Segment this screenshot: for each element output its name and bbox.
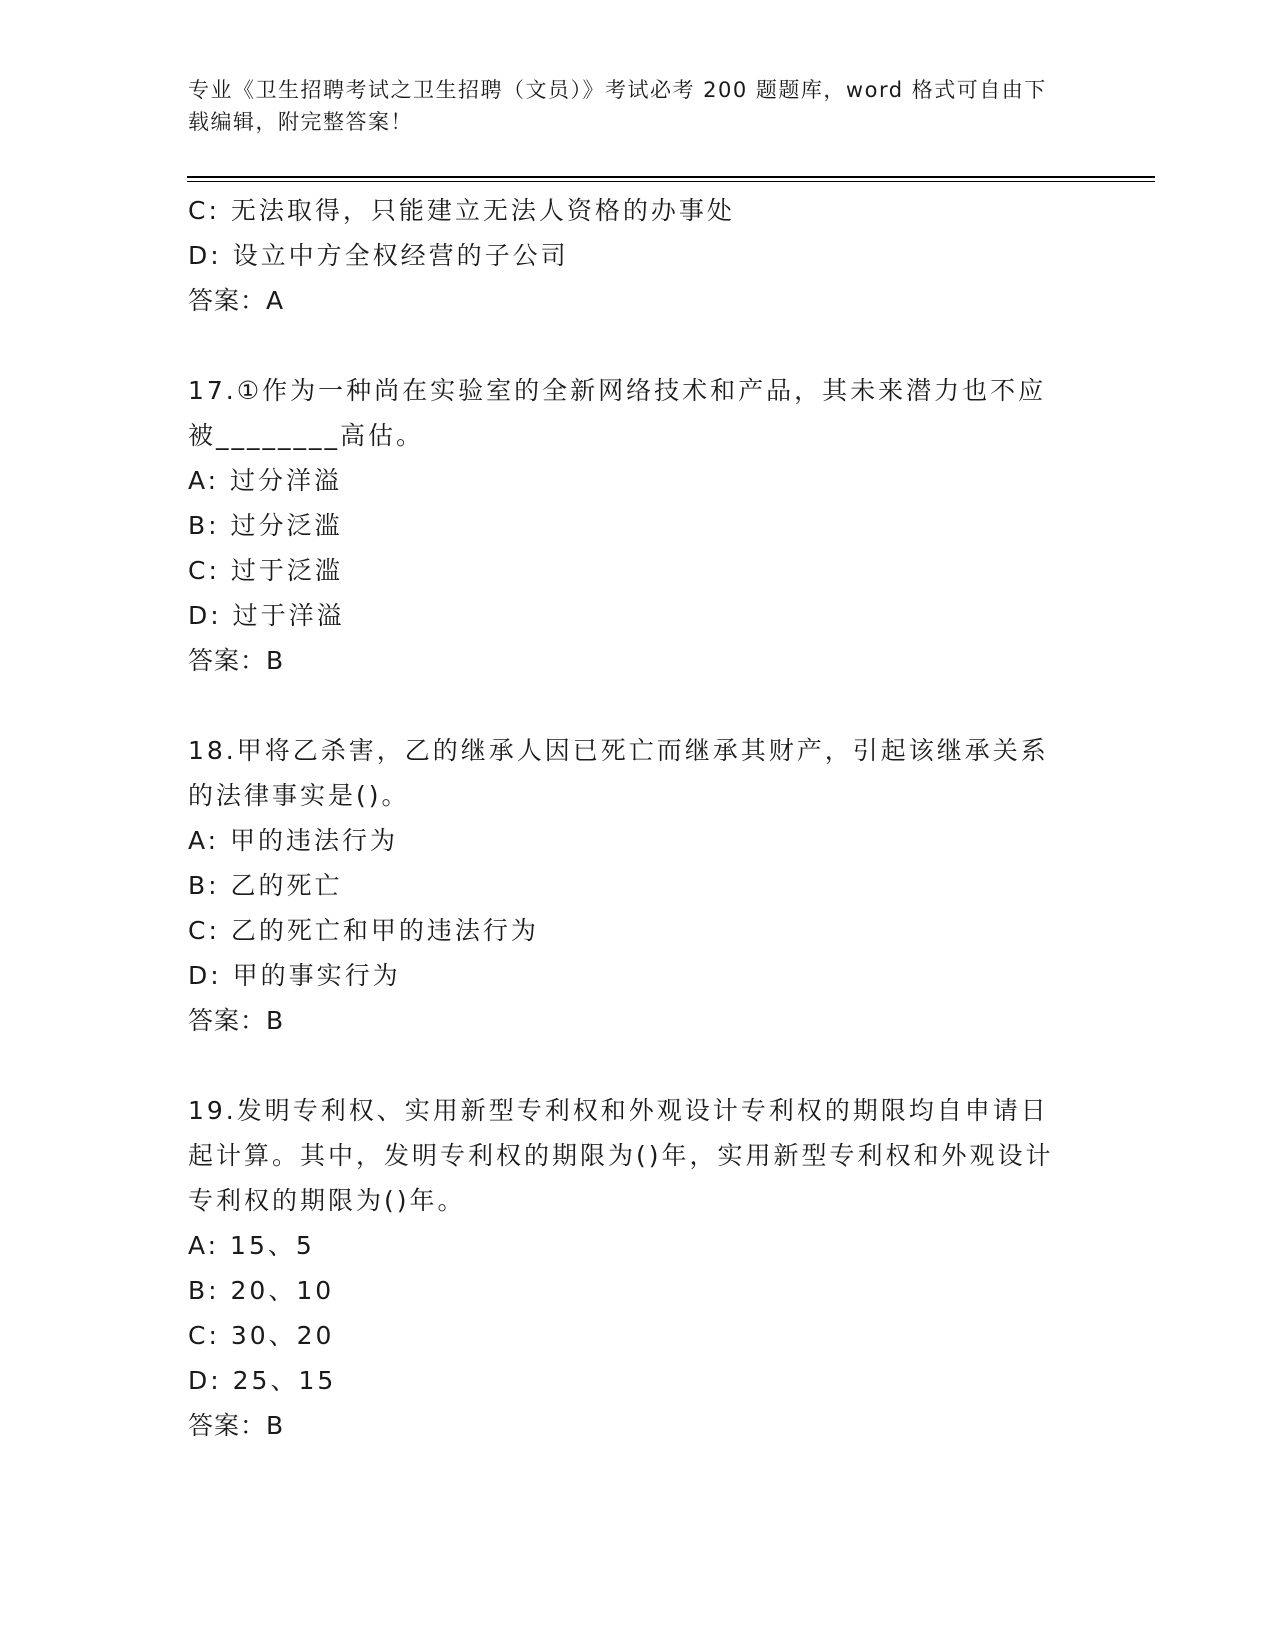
option-text: 过于泛滥 — [230, 556, 343, 585]
option-b — [188, 1268, 1088, 1313]
document-header — [188, 74, 1068, 138]
option-d — [188, 233, 1088, 278]
option-b — [188, 503, 1088, 548]
option-text: 30、20 — [230, 1321, 335, 1350]
option-text: 乙的死亡 — [230, 871, 343, 900]
answer-line: 答案：B — [188, 1006, 285, 1035]
option-d — [188, 1358, 1088, 1403]
option-letter: A: — [188, 826, 220, 855]
option-text: 15、5 — [230, 1231, 315, 1260]
question-list — [188, 188, 1088, 1448]
option-letter: B: — [188, 871, 220, 900]
option-letter: A: — [188, 466, 220, 495]
option-text: 过分泛滥 — [230, 511, 343, 540]
option-a — [188, 458, 1088, 503]
option-letter: C: — [188, 196, 220, 225]
option-letter: C: — [188, 1321, 220, 1350]
option-text: 过于洋溢 — [232, 601, 345, 630]
option-text: 20、10 — [230, 1276, 335, 1305]
option-a — [188, 818, 1088, 863]
option-text: 乙的死亡和甲的违法行为 — [230, 916, 539, 945]
header-divider-top — [187, 176, 1155, 178]
question-text: 17.①作为一种尚在实验室的全新网络技术和产品，其未来潜力也不应被________高估。 — [188, 376, 1047, 450]
previous-question-block — [188, 188, 1088, 323]
answer-line: 答案：B — [188, 646, 285, 675]
option-letter: C: — [188, 556, 220, 585]
option-letter: A: — [188, 1231, 220, 1260]
option-a — [188, 1223, 1088, 1268]
question-text: 18.甲将乙杀害，乙的继承人因已死亡而继承其财产，引起该继承关系的法律事实是()。 — [188, 736, 1049, 810]
header-title: 专业《卫生招聘考试之卫生招聘（文员）》考试必考 200 题题库，word 格式可自由下载编辑，附完整答案！ — [188, 78, 1047, 134]
option-text: 甲的事实行为 — [232, 961, 401, 990]
option-text: 甲的违法行为 — [230, 826, 399, 855]
option-c — [188, 188, 1088, 233]
option-letter: C: — [188, 916, 220, 945]
option-letter: D: — [188, 961, 222, 990]
question-text: 19.发明专利权、实用新型专利权和外观设计专利权的期限均自申请日起计算。其中，发明专利权的期限为()年，实用新型专利权和外观设计专利权的期限为()年。 — [188, 1096, 1054, 1215]
option-text: 过分洋溢 — [230, 466, 343, 495]
question-18 — [188, 728, 1088, 1043]
option-c — [188, 548, 1088, 593]
header-divider-bottom — [187, 181, 1155, 182]
option-text: 25、15 — [232, 1366, 337, 1395]
option-letter: D: — [188, 601, 222, 630]
question-19 — [188, 1088, 1088, 1448]
option-letter: D: — [188, 241, 222, 270]
option-d — [188, 953, 1088, 998]
option-text: 设立中方全权经营的子公司 — [232, 241, 569, 270]
option-b — [188, 863, 1088, 908]
answer-line: 答案：A — [188, 286, 285, 315]
option-text: 无法取得，只能建立无法人资格的办事处 — [230, 196, 735, 225]
option-letter: B: — [188, 511, 220, 540]
question-17 — [188, 368, 1088, 683]
option-letter: B: — [188, 1276, 220, 1305]
option-letter: D: — [188, 1366, 222, 1395]
option-d — [188, 593, 1088, 638]
option-c — [188, 1313, 1088, 1358]
answer-line: 答案：B — [188, 1411, 285, 1440]
option-c — [188, 908, 1088, 953]
